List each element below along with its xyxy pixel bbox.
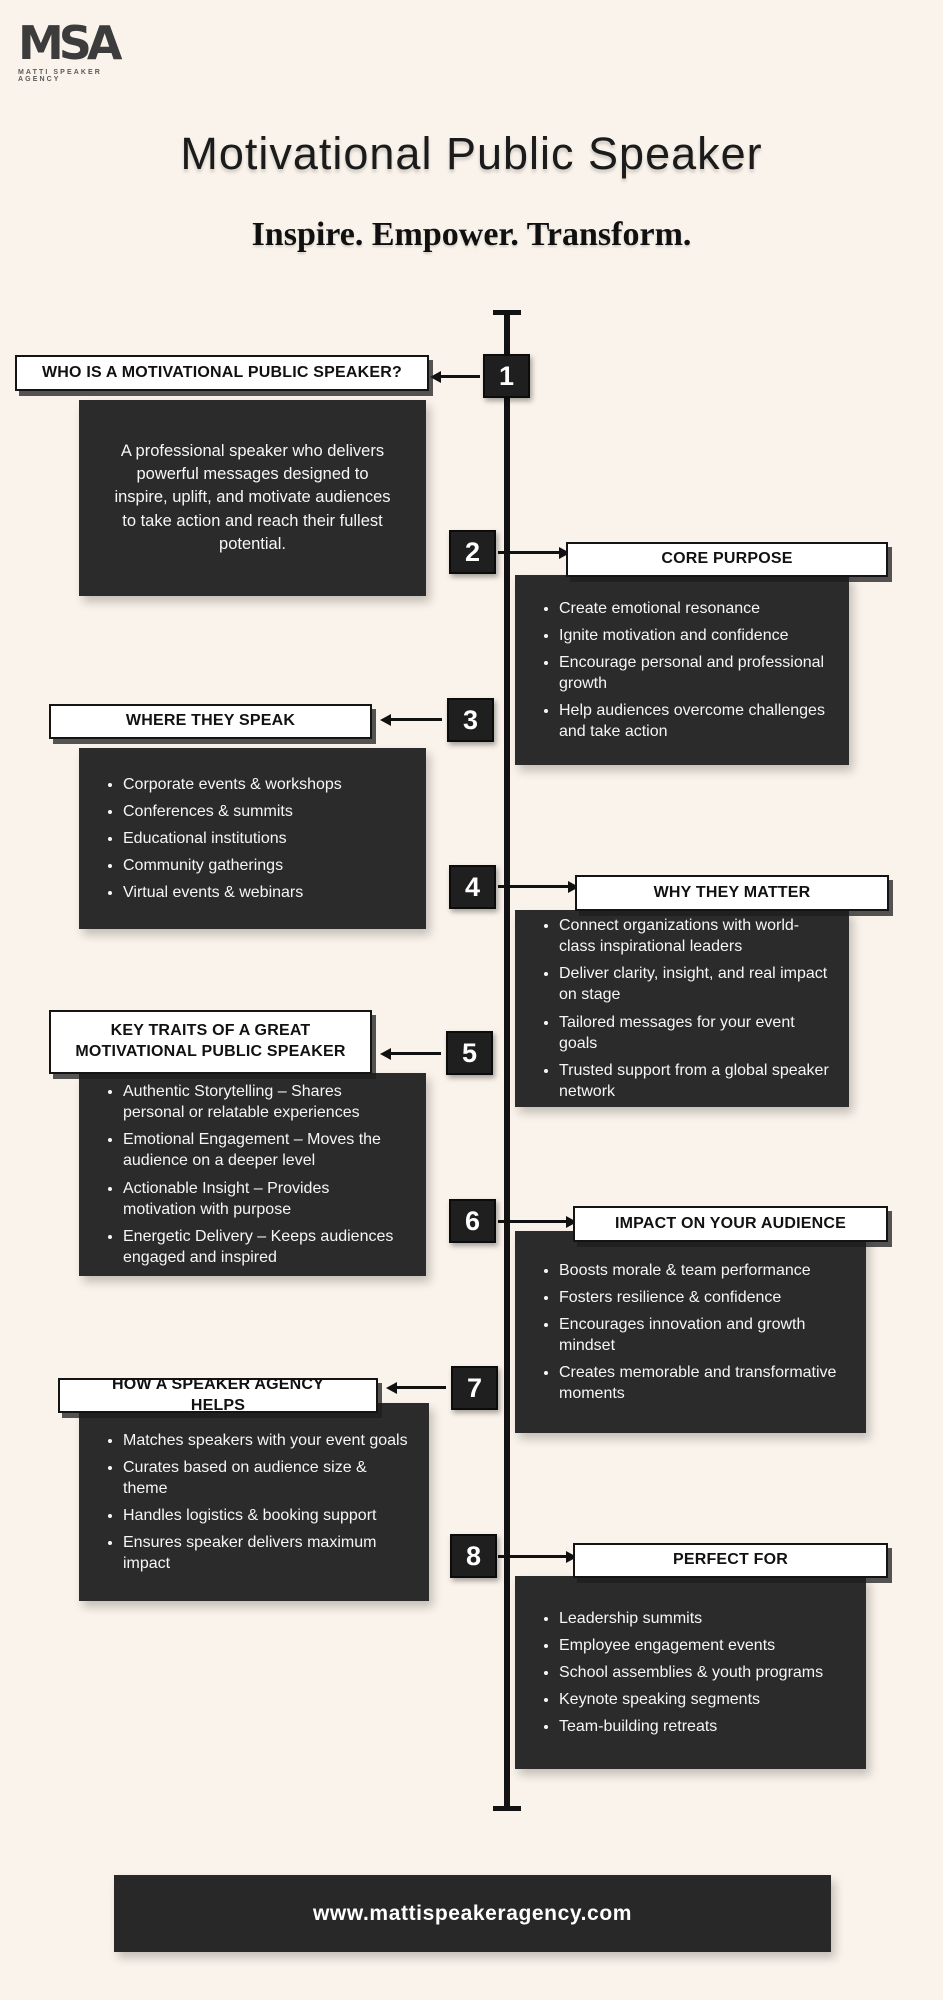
bullet-item: • Deliver clarity, insight, and real impact on stage	[559, 963, 829, 1005]
bullet-item: • Employee engagement events	[559, 1635, 823, 1656]
section-title-5: KEY TRAITS OF A GREAT MOTIVATIONAL PUBLIC SPEAKER	[49, 1010, 372, 1074]
step-number-3: 3	[447, 698, 494, 742]
section-body-6	[515, 1231, 866, 1433]
logo	[18, 16, 148, 83]
timeline-line	[504, 313, 510, 1808]
logo-caption: MATTI SPEAKER AGENCY	[18, 69, 102, 83]
bullet-item: • Emotional Engagement – Moves the audience on a deeper level	[123, 1129, 406, 1171]
page-title: Motivational Public Speaker	[180, 128, 763, 179]
step-number-6: 6	[449, 1199, 496, 1243]
bullet-item: • Create emotional resonance	[559, 598, 829, 619]
section-body-1	[79, 400, 426, 596]
logo-msa-letters: MSA	[18, 16, 118, 70]
section-title-8: PERFECT FOR	[573, 1543, 888, 1578]
section-title-3: WHERE THEY SPEAK	[49, 704, 372, 739]
bullet-item: • Encourages innovation and growth mindset	[559, 1314, 846, 1356]
bullet-item: • Fosters resilience & confidence	[559, 1287, 846, 1308]
arrow-left-icon	[390, 718, 442, 721]
bullet-list	[515, 1246, 866, 1419]
section-title-6: IMPACT ON YOUR AUDIENCE	[573, 1206, 888, 1242]
step-number-2: 2	[449, 530, 496, 574]
bullet-item: • Team-building retreats	[559, 1716, 823, 1737]
step-number-4: 4	[449, 865, 496, 909]
bullet-item: • Ignite motivation and confidence	[559, 625, 829, 646]
step-number-1: 1	[483, 354, 530, 398]
timeline-bottom-cap	[493, 1806, 521, 1811]
bullet-list	[79, 1416, 429, 1589]
section-body-4	[515, 910, 849, 1107]
bullet-list	[79, 760, 362, 918]
bullet-item: • Ensures speaker delivers maximum impact	[123, 1532, 409, 1574]
arrow-left-icon	[396, 1386, 446, 1389]
timeline-top-cap	[493, 310, 521, 315]
bullet-item: • Creates memorable and transformative moments	[559, 1362, 846, 1404]
section-paragraph: A professional speaker who delivers powerful messages designed to inspire, uplift, and motivate audiences to take action and reach their fullest potential.	[114, 442, 391, 553]
section-body-8	[515, 1576, 866, 1769]
section-body-2	[515, 575, 849, 765]
bullet-item: • Help audiences overcome challenges and take action	[559, 700, 829, 742]
arrow-right-icon	[498, 1220, 567, 1223]
section-title-4: WHY THEY MATTER	[575, 875, 889, 911]
bullet-item: • Authentic Storytelling – Shares personal or relatable experiences	[123, 1081, 406, 1123]
bullet-item: • Virtual events & webinars	[123, 882, 342, 903]
bullet-item: • Actionable Insight – Provides motivation with purpose	[123, 1178, 406, 1220]
bullet-item: • Handles logistics & booking support	[123, 1505, 409, 1526]
bullet-item: • Matches speakers with your event goals	[123, 1430, 409, 1451]
bullet-item: • Educational institutions	[123, 828, 342, 849]
bullet-item: • Curates based on audience size & theme	[123, 1457, 409, 1499]
bullet-item: • Conferences & summits	[123, 801, 342, 822]
bullet-item: • Encourage personal and professional growth	[559, 652, 829, 694]
arrow-left-icon	[390, 1052, 441, 1055]
section-body-5	[79, 1073, 426, 1276]
bullet-item: • Tailored messages for your event goals	[559, 1012, 829, 1054]
bullet-item: • Leadership summits	[559, 1608, 823, 1629]
bullet-list	[515, 901, 849, 1116]
step-number-5: 5	[446, 1031, 493, 1075]
page-subtitle: Inspire. Empower. Transform.	[251, 216, 692, 253]
arrow-right-icon	[498, 885, 569, 888]
step-number-7: 7	[451, 1366, 498, 1410]
section-body-3	[79, 748, 426, 929]
bullet-list	[515, 584, 849, 757]
bullet-item: • Corporate events & workshops	[123, 774, 342, 795]
arrow-right-icon	[498, 551, 560, 554]
bullet-item: • Keynote speaking segments	[559, 1689, 823, 1710]
arrow-right-icon	[498, 1555, 567, 1558]
footer-url: www.mattispeakeragency.com	[312, 1901, 633, 1925]
bullet-list	[515, 1594, 843, 1752]
bullet-item: • Boosts morale & team performance	[559, 1260, 846, 1281]
section-title-1: WHO IS A MOTIVATIONAL PUBLIC SPEAKER?	[15, 355, 429, 391]
bullet-item: • Connect organizations with world-class inspirational leaders	[559, 915, 829, 957]
step-number-8: 8	[450, 1534, 497, 1578]
bullet-item: • Trusted support from a global speaker network	[559, 1060, 829, 1102]
bullet-item: • School assemblies & youth programs	[559, 1662, 823, 1683]
section-title-7: HOW A SPEAKER AGENCY HELPS	[58, 1378, 378, 1413]
arrow-left-icon	[440, 375, 480, 378]
bullet-item: • Energetic Delivery – Keeps audiences engaged and inspired	[123, 1226, 406, 1268]
section-body-7	[79, 1403, 429, 1601]
section-title-2: CORE PURPOSE	[566, 542, 888, 577]
bullet-list	[79, 1067, 426, 1282]
bullet-item: • Community gatherings	[123, 855, 342, 876]
footer-bar	[114, 1875, 831, 1952]
